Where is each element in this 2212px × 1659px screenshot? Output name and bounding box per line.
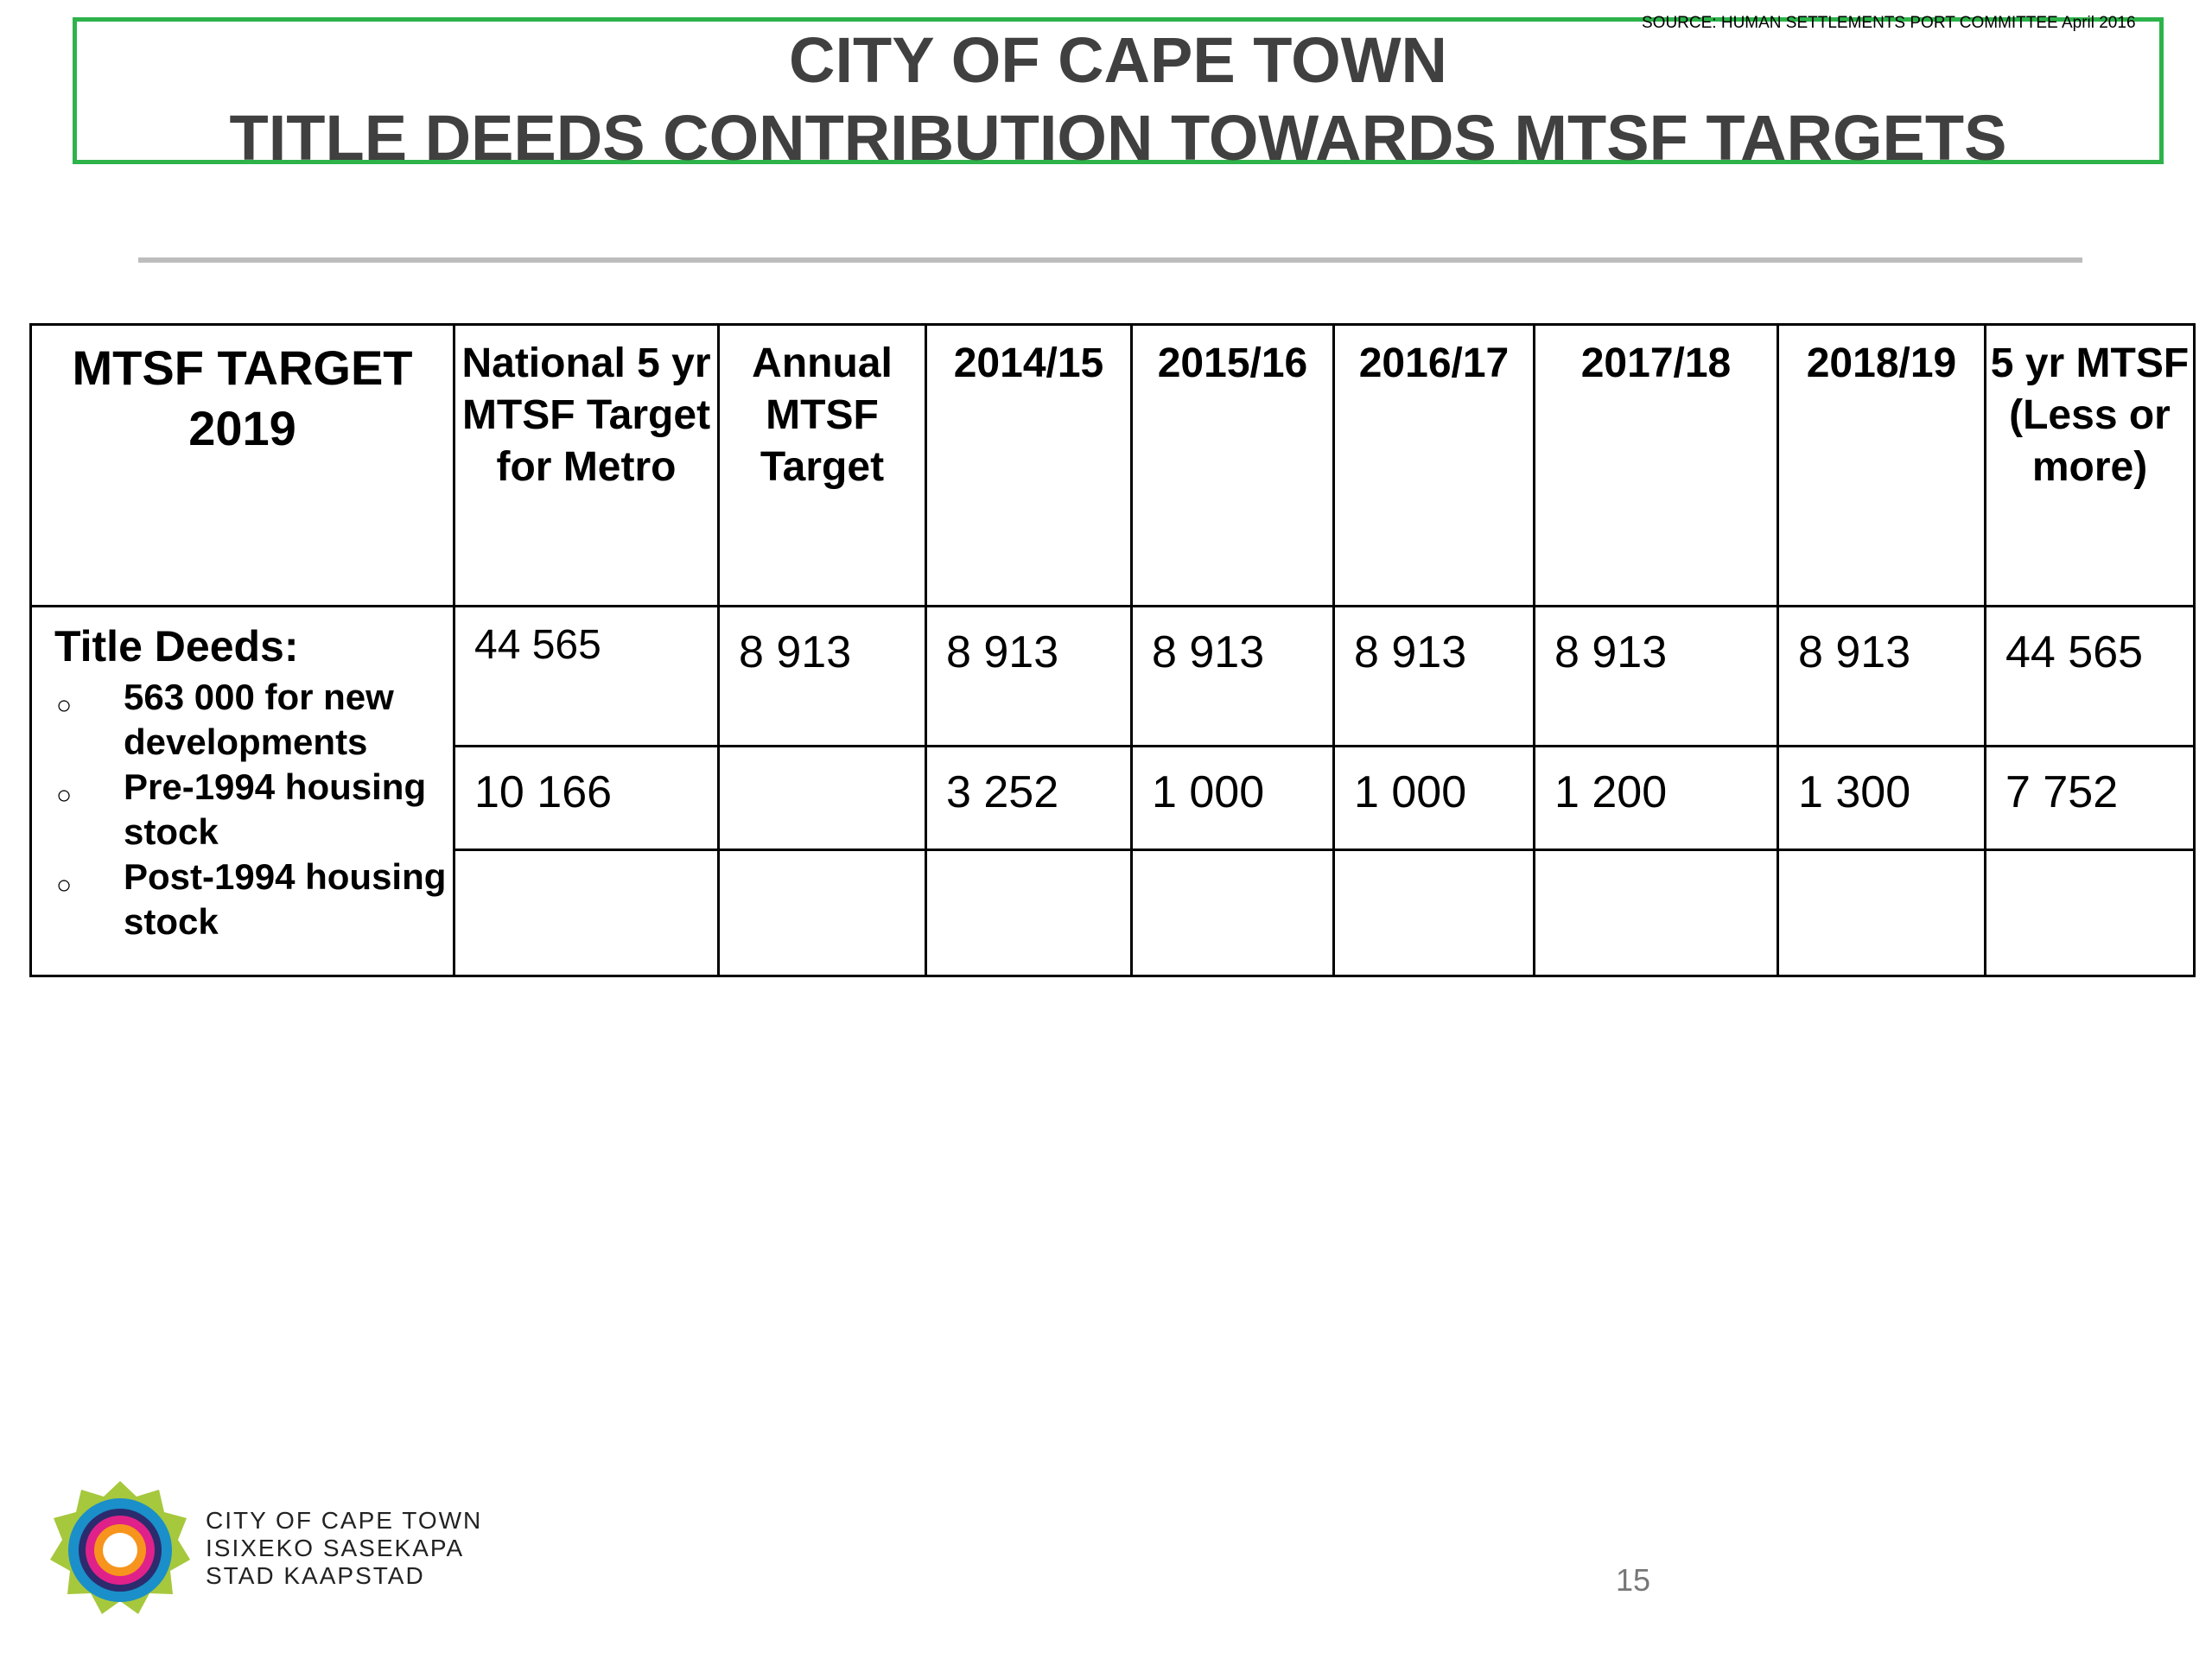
table-cell: 8 913 xyxy=(719,607,926,747)
table-cell: 44 565 xyxy=(1986,607,2195,747)
divider-rule xyxy=(138,257,2082,263)
table-cell: 3 252 xyxy=(926,747,1132,850)
list-item xyxy=(54,675,453,765)
table-cell: 1 200 xyxy=(1535,747,1778,850)
bullet-text: 563 000 for new developments xyxy=(124,677,394,762)
row-label-title: Title Deeds: xyxy=(54,622,299,671)
table-cell: 8 913 xyxy=(1132,607,1334,747)
mtsf-table xyxy=(29,323,2196,977)
title-line-1: CITY OF CAPE TOWN xyxy=(789,24,1447,96)
table-cell: 44 565 xyxy=(454,607,719,747)
bullet-text: Pre-1994 housing stock xyxy=(124,766,427,852)
city-logo-icon xyxy=(47,1478,194,1624)
circle-bullet-icon: ○ xyxy=(56,691,73,720)
column-header-2015-16: 2015/16 xyxy=(1132,325,1334,607)
logo-line: STAD KAAPSTAD xyxy=(206,1562,425,1589)
table-cell xyxy=(1132,850,1334,976)
column-header-5yr-mtsf: 5 yr MTSF (Less or more) xyxy=(1986,325,2195,607)
circle-bullet-icon: ○ xyxy=(56,781,73,810)
source-note: SOURCE: HUMAN SETTLEMENTS PORT COMMITTEE April 2016 xyxy=(1642,14,2136,32)
title-box xyxy=(73,17,2164,174)
column-header-annual-target: Annual MTSF Target xyxy=(719,325,926,607)
table-cell: 7 752 xyxy=(1986,747,2195,850)
logo-line: CITY OF CAPE TOWN xyxy=(206,1507,483,1534)
table-cell: 10 166 xyxy=(454,747,719,850)
table-cell xyxy=(719,850,926,976)
table-cell xyxy=(926,850,1132,976)
table-cell: 1 000 xyxy=(1132,747,1334,850)
table-cell: 8 913 xyxy=(926,607,1132,747)
table-cell: 1 300 xyxy=(1778,747,1986,850)
list-item xyxy=(54,855,453,944)
logo-line: ISIXEKO SASEKAPA xyxy=(206,1535,465,1561)
column-header-2016-17: 2016/17 xyxy=(1334,325,1535,607)
table-cell xyxy=(719,747,926,850)
table-cell xyxy=(1986,850,2195,976)
list-item xyxy=(54,765,453,855)
page-number: 15 xyxy=(1616,1562,1651,1598)
header-row xyxy=(31,325,2195,607)
column-header-mtsf-target: MTSF TARGET 2019 xyxy=(31,325,454,607)
circle-bullet-icon: ○ xyxy=(56,871,73,899)
table-cell xyxy=(1778,850,1986,976)
logo-wordmark xyxy=(206,1507,482,1590)
table-cell: 8 913 xyxy=(1334,607,1535,747)
column-header-2018-19: 2018/19 xyxy=(1778,325,1986,607)
row-label-bullets xyxy=(54,675,453,944)
table-cell xyxy=(1535,850,1778,976)
column-header-national-target: National 5 yr MTSF Target for Metro xyxy=(454,325,719,607)
title-line-2: TITLE DEEDS CONTRIBUTION TOWARDS MTSF TARGETS xyxy=(229,102,2007,174)
row-label-title-deeds xyxy=(31,607,454,976)
table-cell xyxy=(1334,850,1535,976)
table-cell: 8 913 xyxy=(1535,607,1778,747)
table-cell xyxy=(454,850,719,976)
column-header-2017-18: 2017/18 xyxy=(1535,325,1778,607)
bullet-text: Post-1994 housing stock xyxy=(124,856,447,942)
column-header-2014-15: 2014/15 xyxy=(926,325,1132,607)
table-cell: 8 913 xyxy=(1778,607,1986,747)
table-cell: 1 000 xyxy=(1334,747,1535,850)
table-row xyxy=(31,607,2195,747)
